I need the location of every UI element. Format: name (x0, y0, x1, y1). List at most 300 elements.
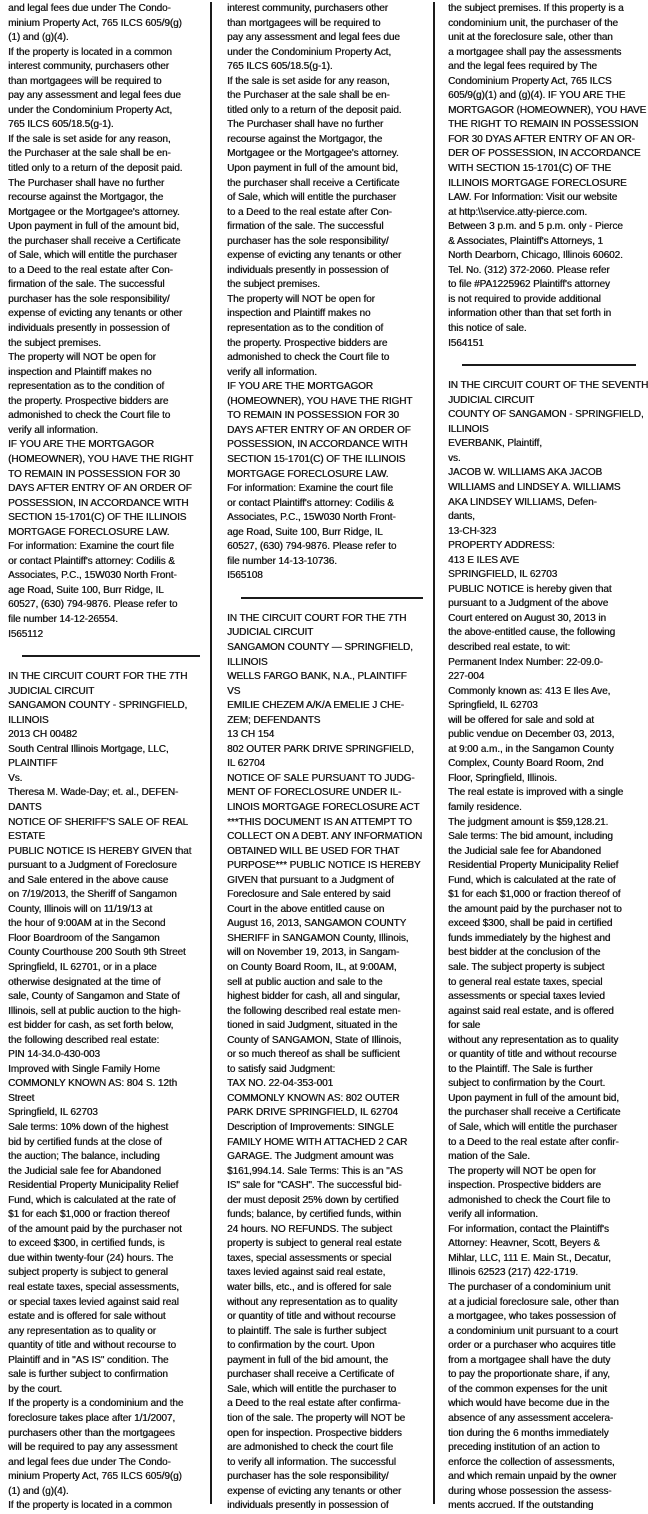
notice-separator (22, 655, 200, 657)
notice-line: ments accrued. If the outstanding (447, 1500, 594, 1512)
notice-line: The property will NOT be open for (447, 1165, 596, 1177)
notice-line: than mortgagees will be required to (8, 75, 162, 87)
notice-line: LINOIS MORTGAGE FORECLOSURE ACT (227, 801, 420, 813)
notice-line: JUDICIAL CIRCUIT (8, 685, 95, 697)
notice-line: funds immediately by the highest and (447, 932, 611, 944)
notice-line: I565108 (227, 570, 263, 582)
notice-line: minium Property Act, 765 ILCS 605/9(g) (8, 1471, 182, 1483)
notice-line: sell at public auction and sale to the (227, 976, 383, 988)
notice-line: PUBLIC NOTICE IS HEREBY GIVEN that (8, 845, 192, 857)
notice-line: quantity of title and without recourse to (8, 1340, 176, 1352)
notice-line: South Central Illinois Mortgage, LLC, (8, 743, 169, 755)
notice-line: will be required to pay any assessment (8, 1442, 178, 1454)
notice-line: $161,994.14. Sale Terms: This is an "AS (227, 1165, 403, 1177)
notice-line: inspection and Plaintiff makes no (227, 308, 371, 320)
notice-line: the Purchaser at the sale shall be en- (227, 90, 390, 102)
notice-line: subject to confirmation by the Court. (447, 1078, 606, 1090)
notice-line: (1) and (g)(4). (8, 32, 69, 44)
notice-line: The property will NOT be open for (8, 352, 156, 364)
notice-line: expense of evicting any tenants or other (227, 250, 402, 262)
notice-line: Plaintiff and in "AS IS" condition. The (8, 1354, 169, 1366)
legal-notice-13-CH-323 (448, 379, 646, 1514)
notice-line: at 9:00 a.m., in the Sangamon County (447, 743, 614, 755)
notice-line: Description of Improvements: SINGLE (227, 1122, 394, 1134)
notice-line: Illinois, sell at public auction to the high- (8, 1005, 181, 1017)
notice-line: to a Deed to the real estate after Con- (227, 206, 392, 218)
notice-line: will be offered for sale and sold at (447, 714, 594, 726)
notice-line: expense of evicting any tenants or other (227, 1485, 402, 1497)
notice-line: Court entered on August 30, 2013 in (447, 612, 606, 624)
notice-line: PIN 14-34.0-430-003 (8, 1049, 100, 1061)
notice-line: on County Board Room, IL, at 9:00AM, (227, 962, 397, 973)
notice-line: 765 ILCS 605/18.5(g-1). (8, 119, 114, 131)
notice-line: VS (227, 685, 241, 697)
notice-line: The judgment amount is $59,128.21. (447, 816, 609, 828)
notice-line: and the legal fees required by The (447, 61, 597, 73)
notice-line: ILLINOIS (227, 656, 268, 668)
notice-line: individuals presently in possession of (8, 323, 170, 335)
notice-line: to verify all information. The successful (227, 1456, 396, 1468)
notice-line: Upon payment in full of the amount bid, (227, 163, 398, 175)
notice-line: ZEM; DEFENDANTS (227, 714, 321, 726)
notice-line: MENT OF FORECLOSURE UNDER IL- (227, 787, 402, 799)
notice-line: representation as to the condition of (227, 323, 384, 335)
notice-line: foreclosure takes place after 1/1/2007, (8, 1412, 175, 1424)
notice-line: FAMILY HOME WITH ATTACHED 2 CAR (227, 1136, 408, 1148)
notice-line: 227-004 (447, 671, 485, 683)
notice-line: Mortgagee or the Mortgagee's attorney. (227, 148, 399, 160)
notice-line: Residential Property Municipality Relief (447, 860, 619, 872)
notice-line: order or a purchaser who acquires title (447, 1340, 616, 1352)
notice-line: mation of the Sale. (447, 1151, 530, 1163)
notice-line: inspection. Prospective bidders are (447, 1180, 601, 1192)
notice-line: NOTICE OF SHERIFF'S SALE OF REAL (8, 816, 188, 828)
notice-line: and which remain unpaid by the owner (447, 1471, 617, 1483)
notice-line: IN THE CIRCUIT COURT FOR THE 7TH (8, 671, 188, 683)
notice-line: (HOMEOWNER), YOU HAVE THE RIGHT (8, 453, 194, 465)
notice-line: the purchaser shall receive a Certificate (447, 1107, 621, 1119)
notice-line: pursuant to a Judgment of the above (447, 598, 609, 610)
notice-line: POSSESSION, IN ACCORDANCE WITH (227, 439, 408, 451)
notice-line: Sale terms: The bid amount, including (447, 831, 613, 843)
notice-line: the auction; The balance, including (8, 1151, 160, 1163)
notice-line: MORTGAGE FORECLOSURE LAW. (227, 468, 389, 480)
notice-line: 2013 CH 00482 (8, 729, 78, 741)
notice-line: firmation of the sale. The successful (8, 279, 165, 291)
notice-line: PURPOSE*** PUBLIC NOTICE IS HEREBY (227, 860, 421, 872)
notice-line: estate and is offered for sale without (8, 1311, 166, 1323)
notice-line: verify all information. (8, 424, 98, 436)
notice-line: and Sale entered in the above cause (8, 874, 169, 886)
notice-line: If the property is located in a common (8, 1500, 172, 1512)
notice-line: SPRINGFIELD, IL 62703 (447, 569, 558, 581)
notice-line: 13-CH-323 (447, 525, 497, 537)
notice-line: I564151 (447, 337, 484, 349)
notice-line: unit at the foreclosure sale, other than (447, 32, 613, 44)
notice-line: Improved with Single Family Home (8, 1063, 160, 1075)
notice-line: der must deposit 25% down by certified (227, 1194, 399, 1206)
notice-line: the subject premises. (227, 279, 320, 291)
notice-line: SANGAMON COUNTY - SPRINGFIELD, (8, 700, 188, 712)
notice-line: Springfield, IL 62703 (447, 700, 538, 712)
notice-line: For information: Examine the court file (8, 541, 174, 553)
notice-line: pay any assessment and legal fees due (227, 32, 400, 44)
notice-line: the subject premises. (8, 337, 101, 349)
notice-line: public vendue on December 03, 2013, (447, 729, 615, 741)
notice-line: preceding institution of an action to (447, 1442, 600, 1454)
notice-line: The property will NOT be open for (227, 293, 375, 305)
notice-line: Mihlar, LLC, 111 E. Main St., Decatur, (447, 1252, 611, 1264)
notice-line: JACOB W. WILLIAMS AKA JACOB (447, 467, 602, 479)
notice-line: Between 3 p.m. and 5 p.m. only - Pierce (447, 221, 623, 233)
notice-line: OBTAINED WILL BE USED FOR THAT (227, 845, 400, 857)
notice-line: a Deed to the real estate after confirma- (227, 1398, 401, 1410)
notice-line: to exceed $300, in certified funds, is (8, 1238, 165, 1250)
notice-line: WITH SECTION 15-1701(C) OF THE (447, 163, 611, 175)
notice-line: the property. Prospective bidders are (8, 395, 169, 407)
notice-line: TO REMAIN IN POSSESSION FOR 30 (227, 410, 399, 422)
notice-line: I565112 (8, 628, 43, 640)
notice-line: WILLIAMS and LINDSEY A. WILLIAMS (447, 481, 621, 493)
notice-line: the subject premises. If this property is a (447, 3, 624, 14)
notice-line: Tel. No. (312) 372-2060. Please refer (447, 264, 610, 276)
notice-line: due within twenty-four (24) hours. The (8, 1252, 174, 1264)
notice-line: to satisfy said Judgment: (227, 1063, 336, 1075)
notice-line: Associates, P.C., 15W030 North Front- (8, 570, 177, 582)
notice-line: taxes, special assessments or special (227, 1252, 392, 1264)
notice-line: at http:\\service.atty-pierce.com. (447, 206, 587, 218)
notice-line: 413 E ILES AVE (447, 554, 519, 566)
notice-line: subject property is subject to general (8, 1267, 168, 1279)
notice-line: than mortgagees will be required to (227, 17, 381, 29)
notice-line: under the Condominium Property Act, (8, 104, 172, 116)
notice-line: purchaser has the sole responsibility/ (227, 235, 389, 247)
notice-line: MORTGAGE FORECLOSURE LAW. (8, 526, 170, 538)
notice-line: a mortgagee shall pay the assessments (447, 46, 622, 58)
notice-line: DER OF POSSESSION, IN ACCORDANCE (447, 148, 641, 160)
notice-line: tion of the sale. The property will NOT be (227, 1412, 406, 1424)
notice-line: Residential Property Municipality Relief (8, 1180, 179, 1192)
notice-line: ILLINOIS (8, 714, 49, 726)
notice-line: Upon payment in full of the amount bid, (8, 221, 179, 233)
notice-line: vs. (447, 452, 461, 464)
notice-line: purchasers other than the mortgagees (8, 1427, 175, 1439)
notice-line: any representation as to quality or (8, 1325, 156, 1337)
notice-line: TO REMAIN IN POSSESSION FOR 30 (8, 468, 180, 480)
notice-line: $1 for each $1,000 or fraction thereof of (447, 889, 621, 901)
notice-line: file number 14-13-10736. (227, 555, 337, 567)
notice-line: are admonished to check the court file (227, 1442, 393, 1454)
notice-line: a condominium unit pursuant to a court (447, 1325, 618, 1337)
legal-notice-13-CH-154 (227, 612, 433, 1514)
notice-line: Fund, which is calculated at the rate of (447, 874, 616, 886)
notice-line: COMMONLY KNOWN AS: 802 OUTER (227, 1092, 400, 1104)
notice-line: Upon payment in full of the amount bid, (447, 1092, 619, 1104)
notice-line: Theresa M. Wade-Day; et. al., DEFEN- (8, 787, 179, 799)
notice-line: TAX NO. 22-04-353-001 (227, 1078, 333, 1090)
notice-line: GARAGE. The Judgment amount was (227, 1151, 394, 1163)
notice-line: Condominium Property Act, 765 ILCS (447, 75, 612, 87)
notice-line: For information, contact the Plaintiff's (447, 1223, 609, 1235)
notice-line: Sale, which will entitle the purchaser to (227, 1383, 397, 1395)
notice-line: open for inspection. Prospective bidders (227, 1427, 402, 1439)
notice-line: or contact Plaintiff's attorney: Codilis & (8, 555, 175, 567)
notice-line: for sale (447, 1020, 481, 1032)
column-2 (212, 2, 433, 1512)
notice-line: property is subject to general real estate (227, 1238, 402, 1250)
notice-line: the Judicial sale fee for Abandoned (8, 1165, 161, 1177)
notice-line: interest community, purchasers other (8, 61, 169, 73)
notice-line: the Judicial sale fee for Abandoned (447, 845, 601, 857)
notice-line: purchaser has the sole responsibility/ (227, 1471, 389, 1483)
notice-line: to file #PA1225962 Plaintiff's attorney (447, 279, 610, 291)
notice-line: condominium unit, the purchaser of the (447, 17, 618, 29)
column-3 (435, 2, 648, 1512)
notice-line: otherwise designated at the time of (8, 976, 161, 988)
notice-line: representation as to the condition of (8, 381, 165, 393)
notice-line: assessments or special taxes levied (447, 991, 605, 1003)
notice-line: 24 hours. NO REFUNDS. The subject (227, 1223, 393, 1235)
notice-line: Commonly known as: 413 E Iles Ave, (447, 685, 611, 697)
notice-line: funds; balance, by certified funds, within (227, 1209, 401, 1221)
notice-line: Floor Boardroom of the Sangamon (8, 932, 160, 944)
notice-line: Springfield, IL 62701, or in a place (8, 962, 157, 973)
notice-line: tioned in said Judgment, situated in the (227, 1020, 398, 1032)
notice-line: AKA LINDSEY WILLIAMS, Defen- (447, 496, 597, 508)
notice-line: The Purchaser shall have no further (8, 177, 165, 189)
notice-line: 60527, (630) 794-9876. Please refer to (8, 599, 178, 611)
notice-line: age Road, Suite 100, Burr Ridge, IL (8, 584, 164, 596)
notice-line: SECTION 15-1701(C) OF THE ILLINOIS (8, 512, 187, 524)
notice-line: or special taxes levied against said real (8, 1296, 179, 1308)
notice-line: this notice of sale. (447, 323, 527, 335)
notice-line: PROPERTY ADDRESS: (447, 540, 555, 552)
notice-line: expense of evicting any tenants or other (8, 308, 183, 320)
notice-line: titled only to a return of the deposit paid. (8, 163, 183, 175)
notice-line: IS" sale for "CASH". The successful bid- (227, 1180, 402, 1192)
notice-line: If the property is a condominium and the (8, 1398, 184, 1410)
notice-line: purchaser shall receive a Certificate of (227, 1369, 394, 1381)
notice-line: SANGAMON COUNTY — SPRINGFIELD, (227, 641, 413, 653)
notice-line: on 7/19/2013, the Sheriff of Sangamon (8, 889, 177, 901)
notice-line: a mortgagee, who takes possession of (447, 1311, 616, 1323)
notice-line: firmation of the sale. The successful (227, 221, 384, 233)
notice-line: SECTION 15-1701(C) OF THE ILLINOIS (227, 453, 406, 465)
notice-line: inspection and Plaintiff makes no (8, 366, 152, 378)
notice-line: JUDICIAL CIRCUIT (447, 394, 535, 406)
notice-line: Mortgagee or the Mortgagee's attorney. (8, 206, 180, 218)
notice-line: interest community, purchasers other (227, 3, 388, 14)
notice-line: Floor, Springfield, Illinois. (447, 772, 557, 784)
notice-line: IF YOU ARE THE MORTGAGOR (8, 439, 154, 451)
notice-line: (1) and (g)(4). (8, 1485, 69, 1497)
notice-line: PUBLIC NOTICE is hereby given that (447, 583, 612, 595)
notice-line: exceed $300, shall be paid in certified (447, 918, 613, 930)
notice-line: WELLS FARGO BANK, N.A., PLAINTIFF (227, 671, 407, 683)
notice-line: pay any assessment and legal fees due (8, 90, 181, 102)
notice-line: FOR 30 DYAS AFTER ENTRY OF AN OR- (447, 133, 635, 145)
notice-line: against said real estate, and is offered (447, 1005, 614, 1017)
notice-line: Permanent Index Number: 22-09.0- (447, 656, 603, 668)
legal-notice-I565112 (8, 2, 210, 642)
notice-line: of Sale, which will entitle the purchaser (447, 1122, 618, 1134)
notice-line: LAW. For Information: Visit our website (447, 192, 618, 204)
notice-separator (241, 597, 423, 599)
notice-line: County of SANGAMON, State of Illinois, (227, 1034, 402, 1046)
notice-line: of the common expenses for the unit (447, 1383, 607, 1395)
legal-notice-2013-CH-00482 (8, 670, 210, 1514)
notice-line: individuals presently in possession of (227, 264, 389, 276)
notice-line: JUDICIAL CIRCUIT (227, 627, 314, 639)
notice-line: the purchaser shall receive a Certificate (8, 235, 181, 247)
notice-line: or quantity of title and without recourse (227, 1311, 396, 1323)
notice-line: the above-entitled cause, the following (447, 627, 615, 639)
notice-line: Vs. (8, 772, 23, 784)
notice-line: admonished to check the Court file to (8, 410, 171, 422)
notice-line: verify all information. (227, 366, 317, 378)
notice-line: ILLINOIS MORTGAGE FORECLOSURE (447, 177, 627, 189)
notice-line: MORTGAGOR (HOMEOWNER), YOU HAVE (447, 104, 647, 116)
notice-line: COLLECT ON A DEBT. ANY INFORMATION (227, 831, 423, 843)
notice-line: GIVEN that pursuant to a Judgment of (227, 874, 394, 886)
notice-line: admonished to check the Court file to (447, 1194, 611, 1206)
notice-line: by the court. (8, 1383, 62, 1395)
notice-line: Complex, County Board Room, 2nd (447, 758, 604, 770)
notice-line: 60527, (630) 794-9876. Please refer to (227, 541, 397, 553)
notice-line: THE RIGHT TO REMAIN IN POSSESSION (447, 119, 639, 131)
notice-line: Sale terms: 10% down of the highest (8, 1122, 169, 1134)
notice-line: to confirmation by the court. Upon (227, 1340, 375, 1352)
notice-line: 765 ILCS 605/18.5(g-1). (227, 61, 333, 73)
notice-line: August 16, 2013, SANGAMON COUNTY (227, 918, 407, 930)
legal-notice-I564151 (448, 2, 646, 351)
notice-line: at a judicial foreclosure sale, other than (447, 1296, 619, 1308)
notice-line: Associates, P.C., 15W030 North Front- (227, 512, 396, 524)
notice-line: best bidder at the conclusion of the (447, 947, 601, 959)
notice-line: is not required to provide additional (447, 293, 601, 305)
notice-line: file number 14-12-26554. (8, 613, 118, 625)
notice-line: the hour of 9:00AM at in the Second (8, 918, 166, 930)
notice-line: COUNTY OF SANGAMON - SPRINGFIELD, (447, 409, 644, 421)
notice-line: IN THE CIRCUIT COURT FOR THE 7TH (227, 612, 407, 624)
notice-line: to a Deed to the real estate after confir- (447, 1136, 619, 1148)
notice-line: PLAINTIFF (8, 758, 58, 770)
notice-separator (462, 364, 636, 366)
notice-line: ESTATE (8, 831, 45, 843)
notice-line: Court in the above entitled cause on (227, 903, 385, 915)
notice-line: POSSESSION, IN ACCORDANCE WITH (8, 497, 189, 509)
notice-line: without any representation as to quality (447, 1034, 619, 1046)
notice-line: or quantity of title and without recourse (447, 1049, 617, 1061)
notice-line: est bidder for cash, as set forth below, (8, 1020, 174, 1032)
notice-line: Foreclosure and Sale entered by said (227, 889, 391, 901)
column-1 (0, 2, 210, 1512)
notice-line: (HOMEOWNER), YOU HAVE THE RIGHT (227, 395, 413, 407)
notice-line: PARK DRIVE SPRINGFIELD, IL 62704 (227, 1107, 398, 1119)
notice-line: County Courthouse 200 South 9th Street (8, 947, 186, 959)
notice-line: The purchaser of a condominium unit (447, 1282, 611, 1294)
notice-line: 605/9(g)(1) and (g)(4). IF YOU ARE THE (447, 90, 626, 102)
notice-line: verify all information. (447, 1209, 538, 1221)
notice-line: or so much thereof as shall be sufficient (227, 1049, 400, 1061)
notice-line: the purchaser shall receive a Certificate (227, 177, 400, 189)
notice-line: Springfield, IL 62703 (8, 1107, 98, 1119)
notice-line: to plaintiff. The sale is further subject (227, 1325, 387, 1337)
notice-line: and legal fees due under The Condo- (8, 3, 171, 14)
notice-line: enforce the collection of assessments, (447, 1456, 615, 1468)
notice-line: North Dearborn, Chicago, Illinois 60602. (447, 250, 623, 262)
notice-line: of Sale, which will entitle the purchaser (8, 250, 178, 262)
notice-line: which would have become due in the (447, 1398, 610, 1410)
notice-line: COMMONLY KNOWN AS: 804 S. 12th (8, 1078, 177, 1090)
notice-line: recourse against the Mortgagor, the (227, 133, 383, 145)
notice-line: recourse against the Mortgagor, the (8, 192, 164, 204)
notice-line: dants, (447, 511, 475, 523)
notice-line: taxes levied against said real estate, (227, 1267, 386, 1279)
notice-line: absence of any assessment accelera- (447, 1412, 614, 1424)
notice-line: family residence. (447, 801, 522, 813)
notice-line: admonished to check the Court file to (227, 352, 390, 364)
notice-line: County, Illinois will on 11/19/13 at (8, 903, 153, 915)
notice-line: from a mortgagee shall have the duty (447, 1354, 611, 1366)
notice-line: minium Property Act, 765 ILCS 605/9(g) (8, 17, 182, 29)
notice-line: ILLINOIS (447, 423, 489, 435)
notice-line: will on November 19, 2013, in Sangam- (227, 947, 400, 959)
notice-line: For information: Examine the court file (227, 483, 393, 495)
notice-line: the Purchaser at the sale shall be en- (8, 148, 171, 160)
notice-line: & Associates, Plaintiff's Attorneys, 1 (447, 235, 603, 247)
notice-line: IL 62704 (227, 758, 265, 770)
notice-line: tion during the 6 months immediately (447, 1427, 609, 1439)
notice-line: during whose possession the assess- (447, 1485, 612, 1497)
notice-line: water bills, etc., and is offered for sale (227, 1282, 392, 1294)
notice-line: the following described real estate: (8, 1034, 160, 1046)
notice-line: Fund, which is calculated at the rate of (8, 1194, 176, 1206)
notice-line: to the Plaintiff. The Sale is further (447, 1063, 593, 1075)
notice-line: highest bidder for cash, all and singular, (227, 991, 400, 1003)
notice-line: titled only to a return of the deposit paid. (227, 104, 402, 116)
notice-line: to pay the proportionate share, if any, (447, 1369, 610, 1381)
notice-line: described real estate, to wit: (447, 641, 571, 653)
legal-notice-I565108 (227, 2, 433, 584)
notice-line: and legal fees due under The Condo- (8, 1456, 171, 1468)
notice-line: of the amount paid by the purchaser not (8, 1223, 182, 1235)
notice-line: information other than that set forth in (447, 308, 611, 320)
notice-line: the following described real estate men- (227, 1005, 401, 1017)
notice-line: the property. Prospective bidders are (227, 337, 388, 349)
notice-line: the amount paid by the purchaser not to (447, 903, 622, 915)
notice-line: The Purchaser shall have no further (227, 119, 384, 131)
notice-line: sale. The subject property is subject (447, 962, 605, 973)
notice-line: NOTICE OF SALE PURSUANT TO JUDG- (227, 772, 415, 784)
notice-line: IF YOU ARE THE MORTGAGOR (227, 381, 373, 393)
notice-line: DAYS AFTER ENTRY OF AN ORDER OF (8, 483, 192, 495)
notice-line: purchaser has the sole responsibility/ (8, 293, 170, 305)
notice-line: If the sale is set aside for any reason, (227, 75, 390, 87)
notice-line: to general real estate taxes, special (447, 976, 603, 988)
notice-line: pursuant to a Judgment of Foreclosure (8, 860, 177, 872)
notice-line: The real estate is improved with a single (447, 787, 624, 799)
notice-line: Street (8, 1092, 35, 1104)
notice-line: sale, County of Sangamon and State of (8, 991, 180, 1003)
notice-line: 802 OUTER PARK DRIVE SPRINGFIELD, (227, 743, 414, 755)
notice-line: DAYS AFTER ENTRY OF AN ORDER OF (227, 424, 411, 436)
notice-line: SHERIFF in SANGAMON County, Illinois, (227, 932, 409, 944)
notice-line: $1 for each $1,000 or fraction thereof (8, 1209, 170, 1221)
notice-line: Illinois 62523 (217) 422-1719. (447, 1267, 578, 1279)
notice-line: sale is further subject to confirmation (8, 1369, 168, 1381)
notice-line: EMILIE CHEZEM A/K/A EMELIE J CHE- (227, 700, 404, 712)
